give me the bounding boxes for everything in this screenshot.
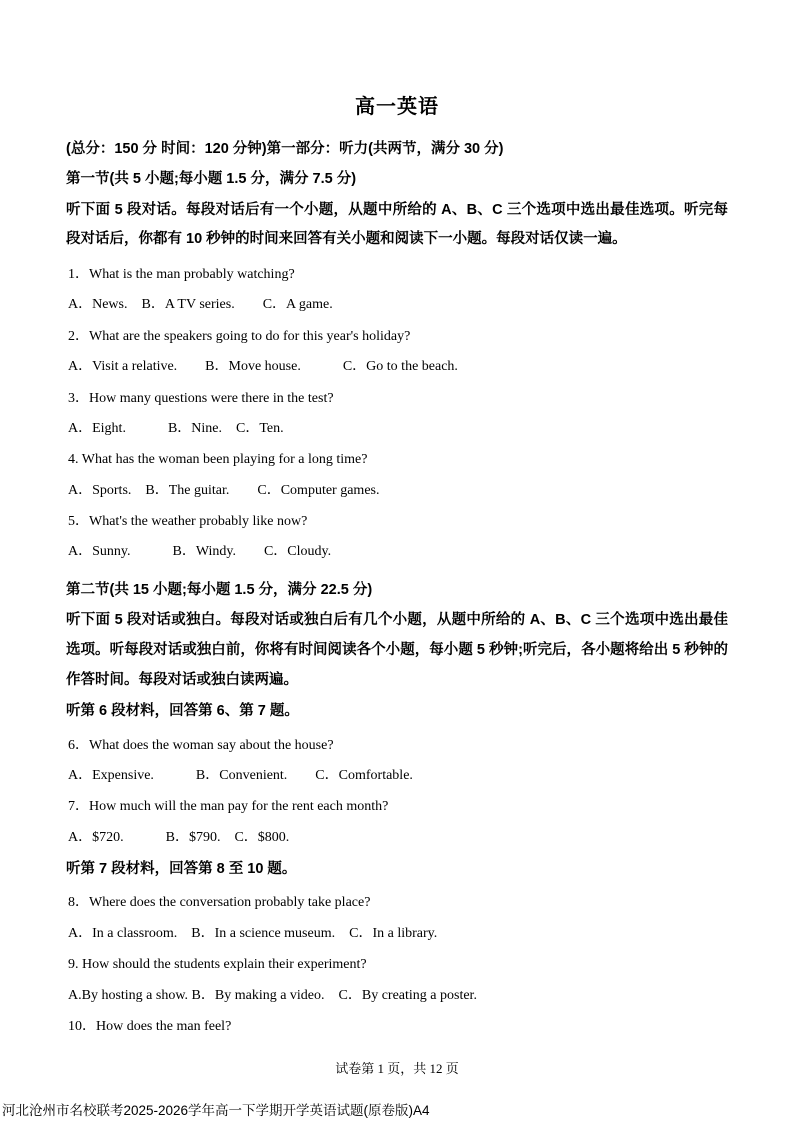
question-text: 9. How should the students explain their experiment? [68,957,367,973]
question-options: A．In a classroom. B．In a science museum. C．In a library. [68,925,438,941]
question-text: 4. What has the woman been playing for a long time? [68,452,368,468]
section-spacer [66,564,728,576]
section1-heading: 第一节(共 5 小题;每小题 1.5 分，满分 7.5 分) [66,171,357,188]
question-text: 5．What's the weather probably like now? [68,514,308,530]
page-title: 高一英语 [355,96,439,118]
section2-heading: 第二节(共 15 小题;每小题 1.5 分，满分 22.5 分) [66,581,373,598]
exam-header-line: (总分：150 分 时间：120 分钟)第一部分：听力(共两节，满分 30 分) [66,141,504,157]
question-text: 1．What is the man probably watching? [68,266,295,282]
page-footer: 试卷第 1 页，共 12 页 [335,1061,459,1076]
source-tag: 河北沧州市名校联考2025-2026学年高一下学期开学英语试题(原卷版)A4 [2,1103,430,1118]
question-options: A.By hosting a show. B．By making a video. C．By creating a poster. [68,987,477,1003]
question-options: A．Eight. B．Nine. C．Ten. [68,420,284,436]
question-text: 6．What does the woman say about the house? [68,737,334,753]
question-options: A．Visit a relative. B．Move house. C．Go to the beach. [68,359,458,375]
question-text: 7．How much will the man pay for the rent each month? [68,799,389,815]
question-options: A．News. B．A TV series. C．A game. [68,297,333,313]
section1-instructions: 听下面 5 段对话。每段对话后有一个小题，从题中所给的 A、B、C 三个选项中选出最佳选项。听完每段对话后，你都有 10 秒钟的时间来回答有关小题和阅读下一小题。每段对话仅读一遍。 [66,201,728,248]
question-text: 10．How does the man feel? [68,1018,232,1034]
question-options: A．Sunny. B．Windy. C．Cloudy. [68,544,332,560]
question-options: A．$720. B．$790. C．$800. [68,829,290,845]
question-text: 8．Where does the conversation probably take place? [68,895,371,911]
material-6-heading: 听第 6 段材料，回答第 6、第 7 题。 [66,703,299,720]
question-options: A．Expensive. B．Convenient. C．Comfortable. [68,767,413,783]
material-7-heading: 听第 7 段材料，回答第 8 至 10 题。 [66,861,297,878]
question-options: A．Sports. B．The guitar. C．Computer games. [68,482,380,498]
section2-instructions: 听下面 5 段对话或独白。每段对话或独白后有几个小题，从题中所给的 A、B、C 三个选项中选出最佳选项。听每段对话或独白前，你将有时间阅读各个小题，每小题 5 秒钟;听完后，各小题将给出 5 秒钟的作答时间。每段对话或独白读两遍。 [66,612,728,688]
question-text: 2．What are the speakers going to do for this year's holiday? [68,328,411,344]
question-text: 3．How many questions were there in the test? [68,390,334,406]
